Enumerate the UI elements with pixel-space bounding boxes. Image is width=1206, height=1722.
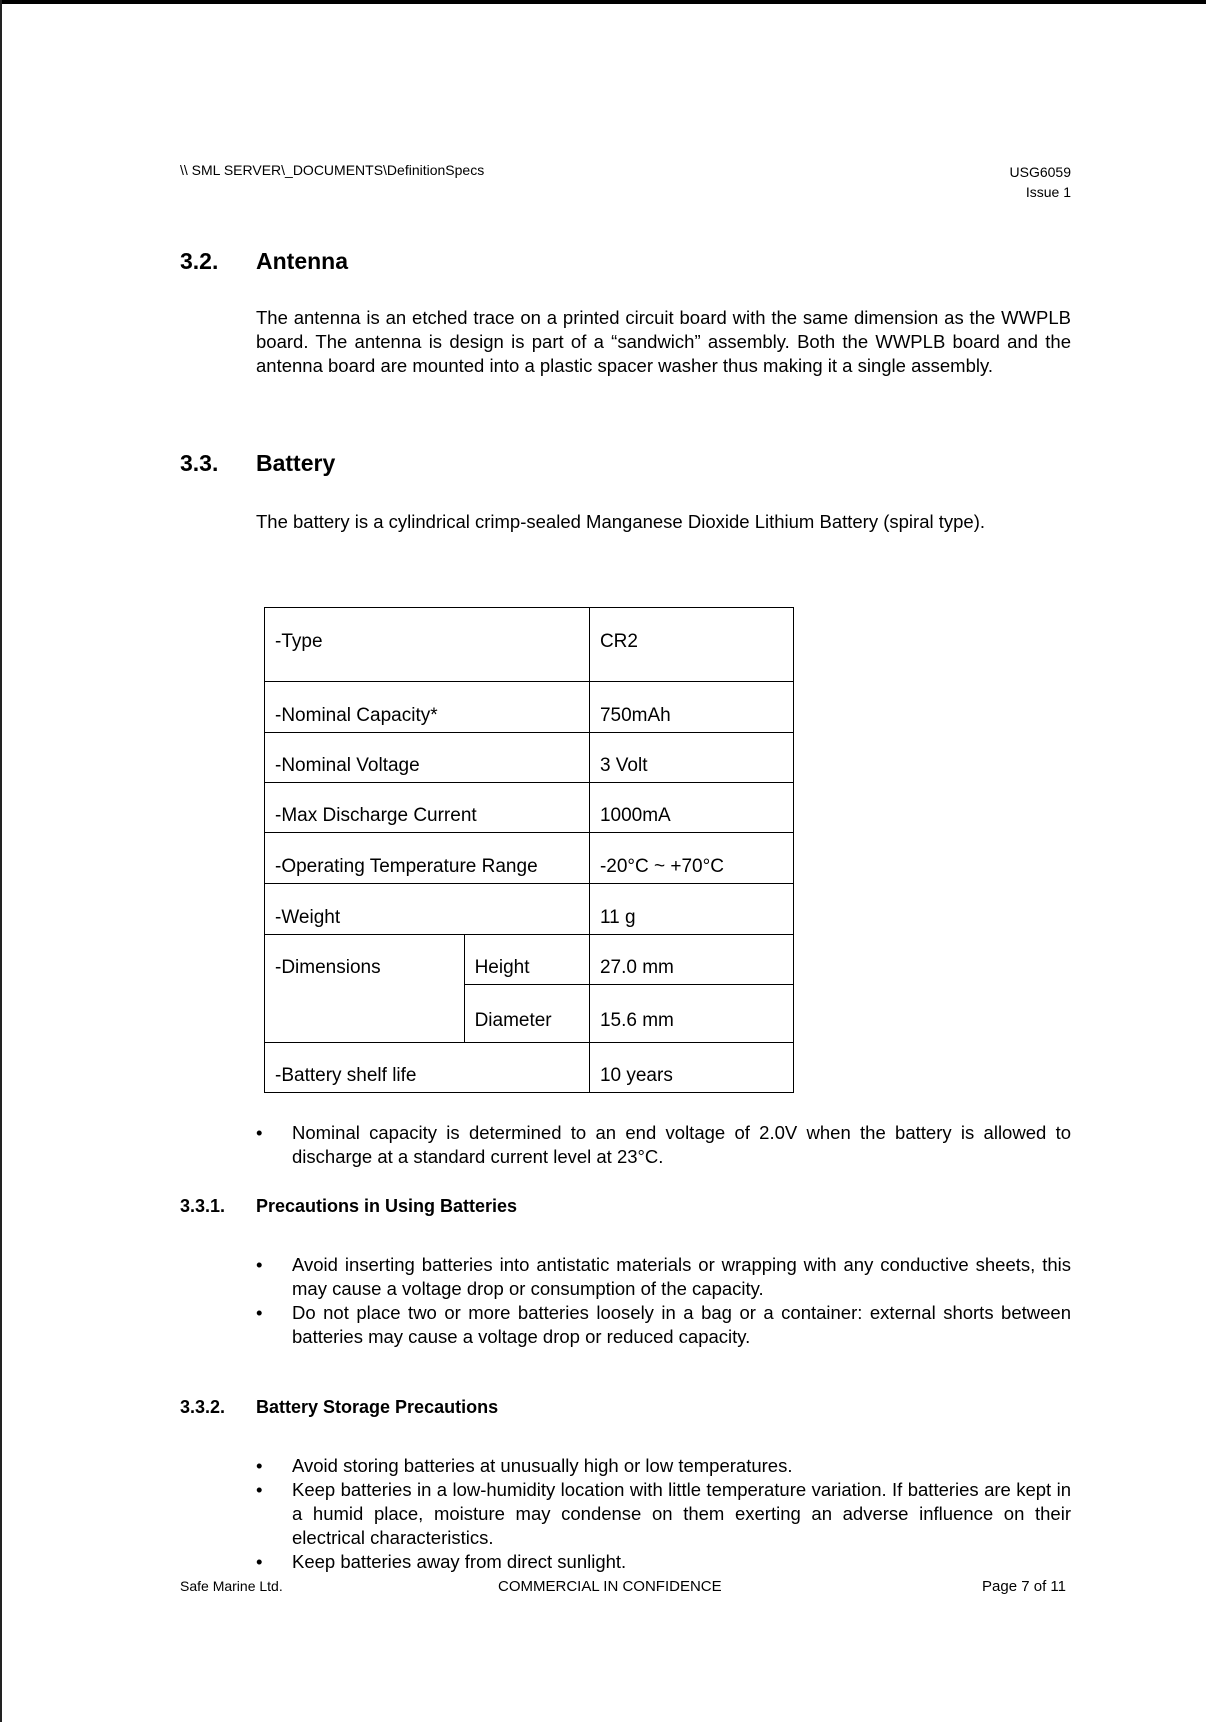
bullet-icon: •: [256, 1122, 263, 1143]
type-value: CR2: [589, 608, 793, 682]
doc-issue: Issue 1: [1025, 184, 1071, 200]
scan-border-left: [0, 0, 2, 1722]
list-item: • Nominal capacity is determined to an end voltage of 2.0V when the battery is allowed to discharge at a standard current level at 23°C.: [256, 1122, 1071, 1167]
subsection-number-storage: 3.3.2.: [180, 1397, 226, 1417]
doc-number: USG6059: [1009, 164, 1071, 180]
diameter-label: Diameter: [464, 985, 589, 1043]
table-row: [265, 682, 794, 733]
section-title-antenna: Antenna: [256, 248, 348, 274]
table-row: [265, 935, 794, 985]
bullet-icon: •: [256, 1455, 263, 1476]
temp-label: -Operating Temperature Range: [265, 833, 590, 884]
weight-label: -Weight: [265, 884, 590, 935]
dimensions-label: -Dimensions: [265, 935, 465, 1043]
table-row: [265, 783, 794, 833]
section-number-battery: 3.3.: [180, 450, 219, 476]
section-number-antenna: 3.2.: [180, 248, 219, 274]
footnote-list: [256, 1121, 1071, 1169]
type-label: -Type: [265, 608, 590, 682]
height-label: Height: [464, 935, 589, 985]
bullet-icon: •: [256, 1479, 263, 1500]
diameter-value: 15.6 mm: [589, 985, 793, 1043]
antenna-paragraph: The antenna is an etched trace on a printed circuit board with the same dimension as the WWPLB board. The antenna is design is part of a “sandwich” assembly. Both the WWPLB board and the antenna board are mounted into a plastic spacer washer thus making it a single assembly.: [256, 307, 1071, 376]
footer-page-number: Page 7 of 11: [982, 1578, 1066, 1595]
list-item: • Do not place two or more batteries loosely in a bag or a container: external shorts between batteries may cause a voltage drop or reduced capacity.: [256, 1302, 1071, 1347]
weight-value: 11 g: [589, 884, 793, 935]
discharge-label: -Max Discharge Current: [265, 783, 590, 833]
footer-confidentiality: COMMERCIAL IN CONFIDENCE: [498, 1578, 722, 1595]
battery-paragraph: The battery is a cylindrical crimp-sealed Manganese Dioxide Lithium Battery (spiral type).: [256, 511, 985, 532]
list-item: • Keep batteries away from direct sunlight.: [256, 1551, 627, 1572]
section-title-battery: Battery: [256, 450, 336, 476]
list-item: • Avoid storing batteries at unusually high or low temperatures.: [256, 1455, 793, 1476]
capacity-value: 750mAh: [589, 682, 793, 733]
footer-company: Safe Marine Ltd.: [180, 1578, 283, 1594]
list-item: • Keep batteries in a low-humidity location with little temperature variation. If batteries are kept in a humid place, moisture may condense on them exerting an adverse influence on their electrical characteristics.: [256, 1479, 1071, 1548]
bullet-icon: •: [256, 1302, 263, 1323]
header-doc-id: [1010, 162, 1071, 202]
shelf-value: 10 years: [589, 1043, 793, 1093]
capacity-label: -Nominal Capacity*: [265, 682, 590, 733]
discharge-value: 1000mA: [589, 783, 793, 833]
temp-value: -20°C ~ +70°C: [589, 833, 793, 884]
scan-border-top: [0, 0, 1206, 4]
voltage-value: 3 Volt: [589, 733, 793, 783]
shelf-label: -Battery shelf life: [265, 1043, 590, 1093]
precautions-list: [256, 1253, 1071, 1349]
bullet-icon: •: [256, 1254, 263, 1275]
height-value: 27.0 mm: [589, 935, 793, 985]
table-row: [265, 884, 794, 935]
table-row: [265, 608, 794, 682]
table-row: [265, 1043, 794, 1093]
table-row: [265, 733, 794, 783]
table-row: [265, 833, 794, 884]
battery-spec-table: [264, 607, 794, 1093]
bullet-icon: •: [256, 1551, 263, 1572]
list-item: • Avoid inserting batteries into antistatic materials or wrapping with any conductive sheets, this may cause a voltage drop or consumption of the capacity.: [256, 1254, 1071, 1299]
voltage-label: -Nominal Voltage: [265, 733, 590, 783]
storage-list: [256, 1454, 1071, 1574]
header-path: \\ SML SERVER\_DOCUMENTS\DefinitionSpecs: [180, 162, 485, 178]
subsection-title-storage: Battery Storage Precautions: [256, 1397, 499, 1417]
subsection-number-precautions: 3.3.1.: [180, 1196, 226, 1216]
subsection-title-precautions: Precautions in Using Batteries: [256, 1196, 518, 1216]
